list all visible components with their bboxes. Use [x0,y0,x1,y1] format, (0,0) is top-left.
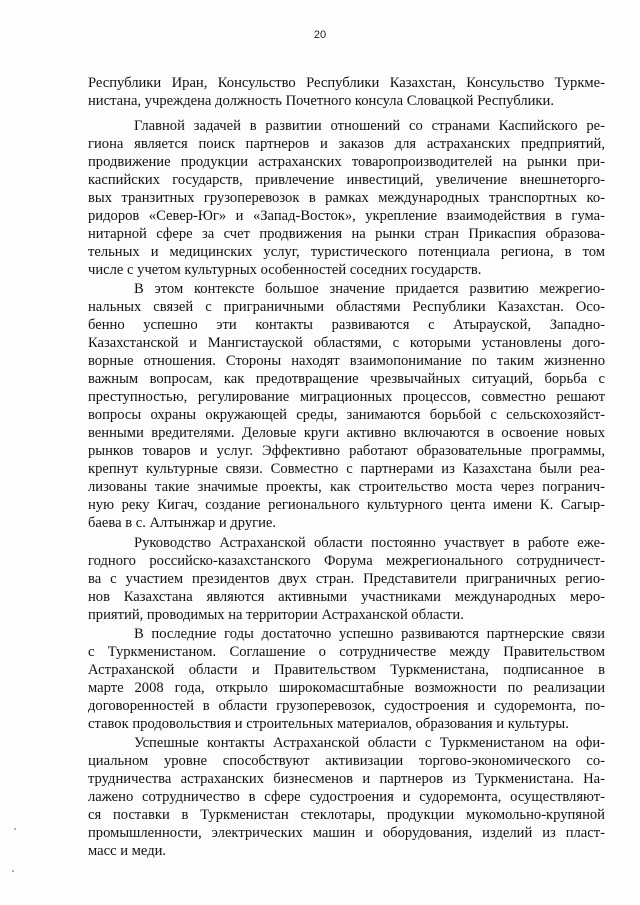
text-line: Казахстанской и Мангистауской областями, с которыми установлены дого- [88,335,605,351]
text-line: промышленности, электрических машин и оборудования, изделий из пласт- [88,825,605,841]
text-line: ва с участием президентов двух стран. Представители приграничных регио- [88,571,605,587]
text-line: ридоров «Север-Юг» и «Запад-Восток», укрепление взаимодействия в гума- [88,208,605,224]
text-line: приятий, проводимых на территории Астраханской области. [88,607,464,623]
text-line: нистана, учреждена должность Почетного консула Словацкой Республики. [88,93,554,109]
text-line: с Туркменистаном. Соглашение о сотрудничестве между Правительством [88,644,605,660]
scan-speck [12,870,14,872]
text-line: Республики Иран, Консульство Республики Казахстан, Консульство Туркме- [88,75,605,91]
text-line: продвижение продукции астраханских товаропроизводителей на рынки при- [88,154,605,170]
paragraph-start-line: Успешные контакты Астраханской области с Туркменистаном на офи- [134,735,605,751]
text-line: нальных связей с приграничными областями Республики Казахстан. Осо- [88,299,605,315]
text-line: ся поставки в Туркменистан стеклотары, продукции мукомольно-крупяной [88,807,605,823]
text-line: венными вредителями. Деловые круги активно включаются в освоение новых [88,425,605,441]
text-line: вых транзитных грузоперевозок в рамках международных транспортных ко- [88,190,605,206]
paragraph-start-line: В этом контексте большое значение придается развитию межрегио- [134,281,605,297]
text-line: Астраханской области и Правительством Туркменистана, подписанное в [88,662,605,678]
paragraph-start-line: В последние годы достаточно успешно развиваются партнерские связи [134,626,605,642]
text-line: преступностью, регулирование миграционных процессов, совместно решают [88,389,605,405]
text-line: рынков товаров и услуг. Эффективно работают образовательные программы, [88,443,605,459]
text-line: масс и меди. [88,843,167,859]
text-line: нов Казахстана являются активными участниками международных меро- [88,589,605,605]
text-line: циальном уровне способствуют активизации торгово-экономического со- [88,753,605,769]
text-line: договоренностей в области грузоперевозок, судостроения и судоремонта, по- [88,698,605,714]
text-line: трудничества астраханских бизнесменов и партнеров из Туркменистана. На- [88,771,605,787]
page-number: 20 [313,29,327,41]
paragraph-start-line: Главной задачей в развитии отношений со странами Каспийского ре- [134,118,605,134]
text-line: каспийских государств, привлечение инвестиций, увеличение внешнеторго- [88,172,605,188]
text-line: нитарной сфере за счет продвижения на рынки стран Прикаспия образова- [88,226,605,242]
text-line: гиона является поиск партнеров и заказов для астраханских предприятий, [88,136,605,152]
text-line: баева в с. Алтынжар и другие. [88,515,277,531]
scan-speck [14,828,16,830]
text-line: вопросы охраны окружающей среды, занимаются борьбой с сельскохозяйст- [88,407,605,423]
text-line: ворные отношения. Стороны находят взаимопонимание по таким жизненно [88,353,605,369]
text-line: ставок продовольствия и строительных материалов, образования и культуры. [88,716,569,732]
text-line: тельных и медицинских услуг, туристического потенциала региона, в том [88,244,605,260]
text-line: лажено сотрудничество в сфере судостроения и судоремонта, осуществляют- [88,789,605,805]
text-line: важным вопросам, как предотвращение чрезвычайных ситуаций, борьба с [88,371,605,387]
text-line: годного российско-казахстанского Форума межрегионального сотрудничест- [88,553,605,569]
text-line: числе с учетом культурных особенностей соседних государств. [88,262,482,278]
text-line: лизованы такие значимые проекты, как строительство моста через погранич- [88,479,605,495]
paragraph-start-line: Руководство Астраханской области постоянно участвует в работе еже- [134,535,605,551]
text-line: бенно успешно эти контакты развиваются с Атырауской, Западно- [88,317,605,333]
text-line: ную реку Кигач, создание регионального культурного цента имени К. Сагыр- [88,497,605,513]
text-line: марте 2008 года, открыло широкомасштабные возможности по реализации [88,680,605,696]
text-line: крепнут культурные связи. Совместно с партнерами из Казахстана были реа- [88,461,605,477]
